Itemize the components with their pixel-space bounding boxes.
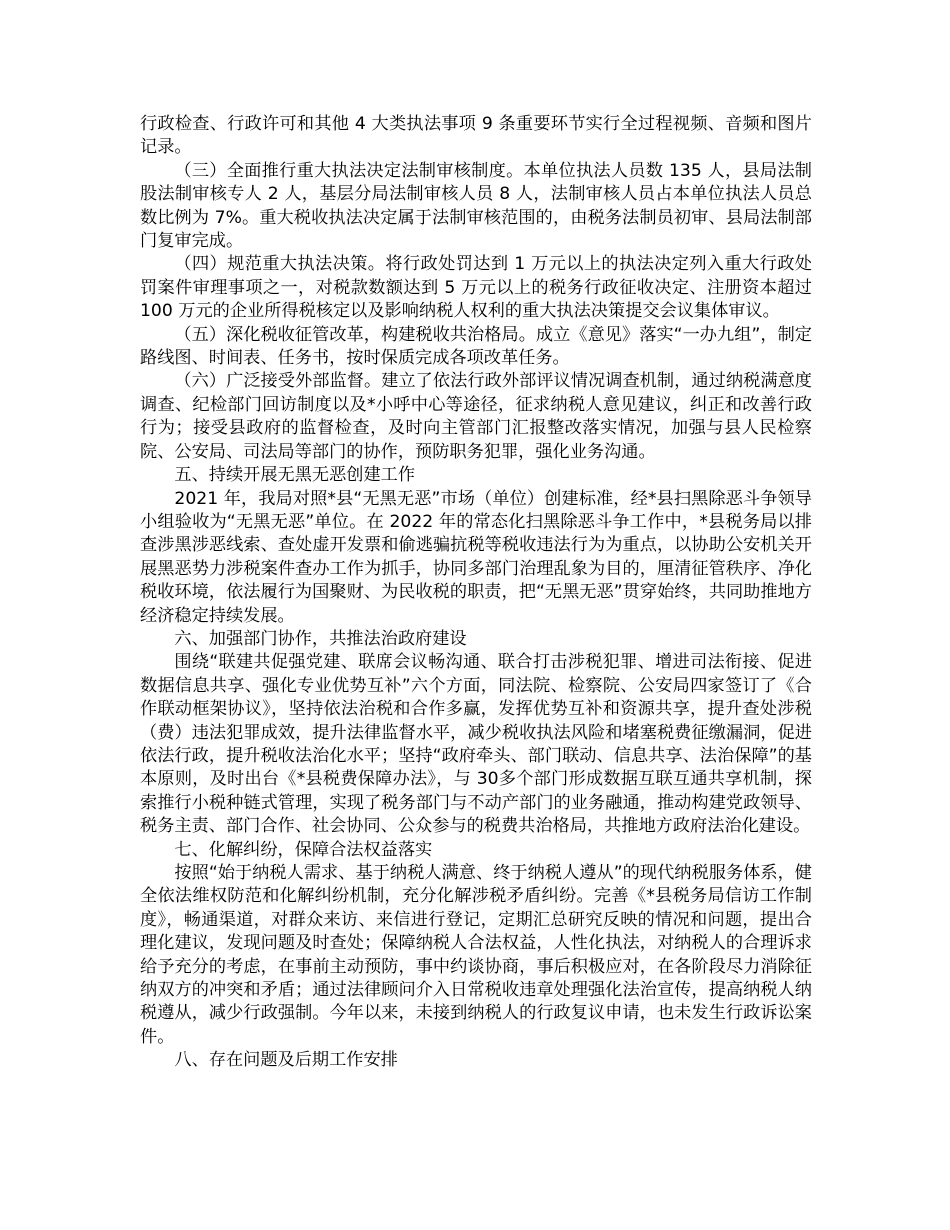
paragraph-department-cooperation: 围绕“联建共促强党建、联席会议畅沟通、联合打击涉税犯罪、增进司法衔接、促进数据信息共享、强化专业优势互补”六个方面，同法院、检察院、公安局四家签订了《合作联动框架协议》，坚持依法治税和合作多赢，发挥优势互补和资源共享，提升查处涉税（费）违法犯罪成效，提升法律监督水平，减少税收执法风险和堵塞税费征缴漏洞，促进依法行政，提升税收法治化水平；坚持“政府牵头、部门联动、信息共享、法治保障”的基本原则，及时出台《*县税费保障办法》，与 30多个部门形成数据互联互通共享机制，探索推行小税种链式管理，实现了税务部门与不动产部门的业务融通，推动构建党政领导、税务主责、部门合作、社会协同、公众参与的税费共治格局，共推地方政府法治化建设。: [140, 652, 812, 837]
paragraph-external-supervision: （六）广泛接受外部监督。建立了依法行政外部评议情况调查机制，通过纳税满意度调查、纪检部门回访制度以及*小呼中心等途径，征求纳税人意见建议，纠正和改善行政行为；接受县政府的监督检查，及时向主管部门汇报整改落实情况，加强与县人民检察院、公安局、司法局等部门的协作，预防职务犯罪，强化业务沟通。: [140, 371, 812, 462]
section-heading-eight: 八、存在问题及后期工作安排: [174, 1050, 398, 1071]
paragraph-tax-reform: （五）深化税收征管改革，构建税收共治格局。成立《意见》落实“一办九组”，制定路线图、时间表、任务书，按时保质完成各项改革任务。: [140, 324, 812, 369]
paragraph-continuation: 行政检查、行政许可和其他 4 大类执法事项 9 条重要环节实行全过程视频、音频和图片记录。: [140, 114, 812, 158]
section-heading-seven: 七、化解纠纷，保障合法权益落实: [174, 839, 433, 860]
section-heading-five: 五、持续开展无黑无恶创建工作: [174, 465, 416, 486]
paragraph-legal-review: （三）全面推行重大执法决定法制审核制度。本单位执法人员数 135 人，县局法制股法制审核专人 2 人，基层分局法制审核人员 8 人，法制审核人员占本单位执法人员总数比例为 7%。重大税收执法决定属于法制审核范围的，由税务法制员初审、县局法制部门复审完成。: [140, 160, 812, 252]
paragraph-dispute-resolution: 按照“始于纳税人需求、基于纳税人满意、终于纳税人遵从”的现代纳税服务体系，健全依法维权防范和化解纠纷机制，充分化解涉税矛盾纠纷。完善《*县税务局信访工作制度》，畅通渠道，对群众来访、来信进行登记，定期汇总研究反映的情况和问题，提出合理化建议，发现问题及时查处；保障纳税人合法权益，人性化执法，对纳税人的合理诉求给予充分的考虑，在事前主动预防，事中约谈协商，事后积极应对，在各阶段尽力消除征纳双方的冲突和矛盾；通过法律顾问介入日常税收违章处理强化法治宣传，提高纳税人纳税遵从，减少行政强制。今年以来，未接到纳税人的行政复议申请，也未发生行政诉讼案件。: [140, 863, 812, 1047]
paragraph-major-decisions: （四）规范重大执法决策。将行政处罚达到 1 万元以上的执法决定列入重大行政处罚案件审理事项之一，对税款数额达到 5 万元以上的税务行政征收决定、注册资本超过 100 万元的企业所得税核定以及影响纳税人权利的重大执法决策提交会议集体审议。: [140, 254, 812, 322]
section-heading-six: 六、加强部门协作，共推法治政府建设: [174, 628, 467, 649]
paragraph-no-crime-creation: 2021 年，我局对照*县“无黑无恶”市场（单位）创建标准，经*县扫黑除恶斗争领导小组验收为“无黑无恶”单位。在 2022 年的常态化扫黑除恶斗争工作中，*县税务局以排查涉黑涉恶线索、查处虚开发票和偷逃骗抗税等税收违法行为为重点，以协助公安机关开展黑恶势力涉税案件查办工作为抓手，协同多部门治理乱象为目的，厘清征管秩序、净化税收环境，依法履行为国聚财、为民收税的职责，把“无黑无恶”贯穿始终，共同助推地方经济稳定持续发展。: [140, 488, 812, 626]
document-page: [140, 113, 812, 1073]
